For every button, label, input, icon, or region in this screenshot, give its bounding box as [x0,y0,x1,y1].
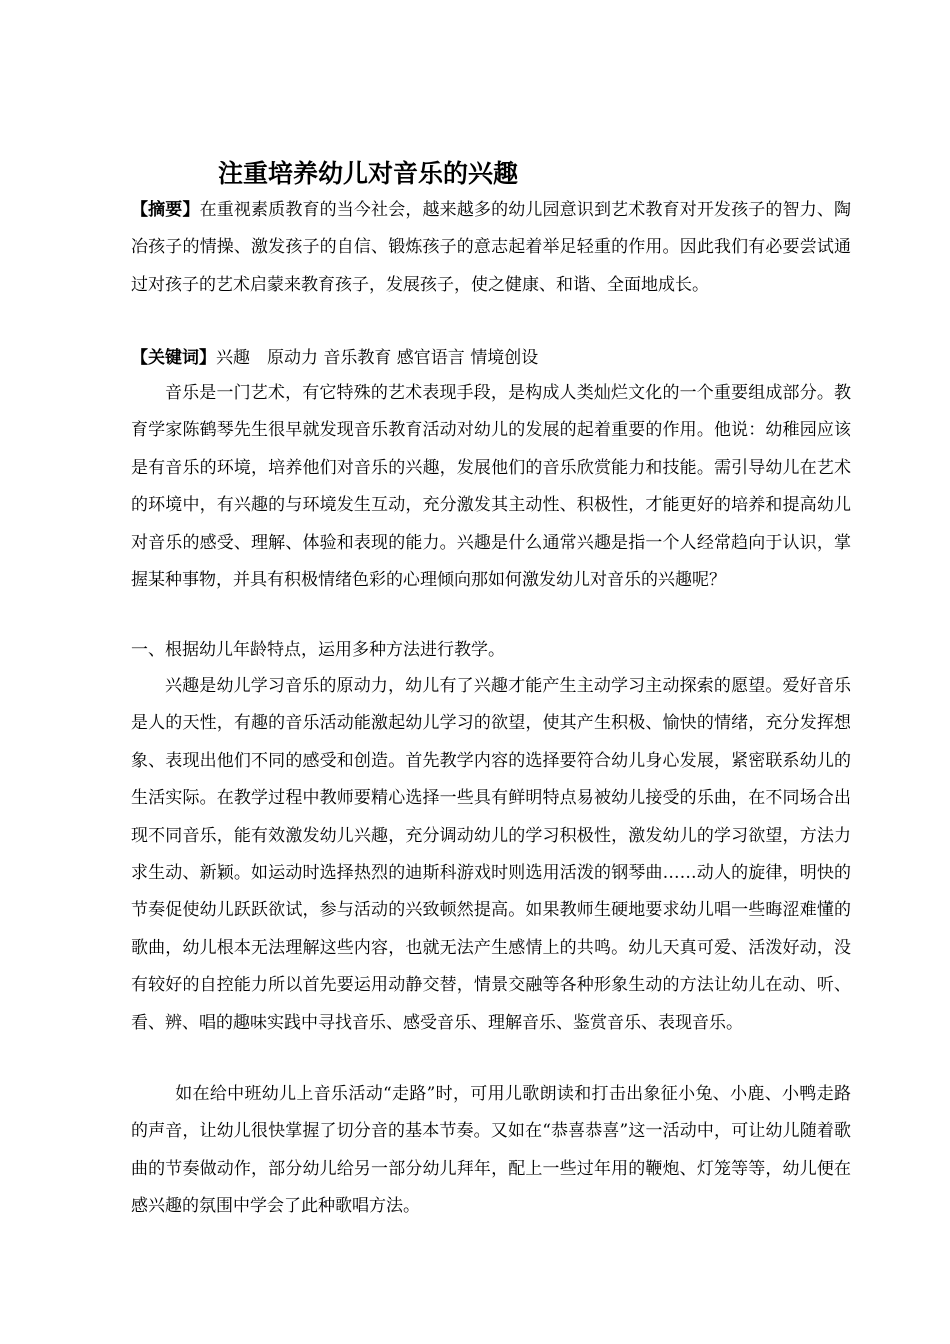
paragraph-intro: 音乐是一门艺术，有它特殊的艺术表现手段，是构成人类灿烂文化的一个重要组成部分。教育学家陈鹤琴先生很早就发现音乐教育活动对幼儿的发展的起着重要的作用。他说：幼稚园应该是有音乐的环境，培养他们对音乐的兴趣，发展他们的音乐欣赏能力和技能。需引导幼儿在艺术的环境中，有兴趣的与环境发生互动，充分激发其主动性、积极性，才能更好的培养和提高幼儿对音乐的感受、理解、体验和表现的能力。兴趣是什么通常兴趣是指一个人经常趋向于认识，掌握某种事物，并具有积极情绪色彩的心理倾向那如何激发幼儿对音乐的兴趣呢？ [131,383,851,591]
section-heading-1: 一、根据幼儿年龄特点，运用多种方法进行教学。 [131,640,505,660]
keywords [131,340,851,377]
abstract-text: 在重视素质教育的当今社会，越来越多的幼儿园意识到艺术教育对开发孩子的智力、陶冶孩子的情操、激发孩子的自信、锻炼孩子的意志起着举足轻重的作用。因此我们有必要尝试通过对孩子的艺术启蒙来教育孩子，发展孩子，使之健康、和谐、全面地成长。 [131,200,852,295]
paragraph-example: 如在给中班幼儿上音乐活动“走路”时，可用儿歌朗读和打击出象征小兔、小鹿、小鸭走路的声音，让幼儿很快掌握了切分音的基本节奏。又如在“恭喜恭喜”这一活动中，可让幼儿随着歌曲的节奏做动作，部分幼儿给另一部分幼儿拜年，配上一些过年用的鞭炮、灯笼等等，幼儿便在感兴趣的氛围中学会了此种歌唱方法。 [131,1084,851,1217]
abstract-label: 【摘要】 [131,200,200,220]
document-title: 注重培养幼儿对音乐的兴趣 [218,159,519,188]
keywords-text: 兴趣 原动力 音乐教育 感官语言 情境创设 [216,348,539,368]
paragraph-interest: 兴趣是幼儿学习音乐的原动力，幼儿有了兴趣才能产生主动学习主动探索的愿望。爱好音乐是人的天性，有趣的音乐活动能激起幼儿学习的欲望，使其产生积极、愉快的情绪，充分发挥想象、表现出他们不同的感受和创造。首先教学内容的选择要符合幼儿身心发展，紧密联系幼儿的生活实际。在教学过程中教师要精心选择一些具有鲜明特点易被幼儿接受的乐曲，在不同场合出现不同音乐，能有效激发幼儿兴趣，充分调动幼儿的学习积极性，激发幼儿的学习欲望，方法力求生动、新颖。如运动时选择热烈的迪斯科游戏时则选用活泼的钢琴曲……动人的旋律，明快的节奏促使幼儿跃跃欲试，参与活动的兴致顿然提高。如果教师生硬地要求幼儿唱一些晦涩难懂的歌曲，幼儿根本无法理解这些内容，也就无法产生感情上的共鸣。幼儿天真可爱、活泼好动，没有较好的自控能力所以首先要运用动静交替，情景交融等各种形象生动的方法让幼儿在动、听、看、辨、唱的趣味实践中寻找音乐、感受音乐、理解音乐、鉴赏音乐、表现音乐。 [131,676,851,1033]
abstract [131,192,851,304]
keywords-label: 【关键词】 [131,348,216,368]
